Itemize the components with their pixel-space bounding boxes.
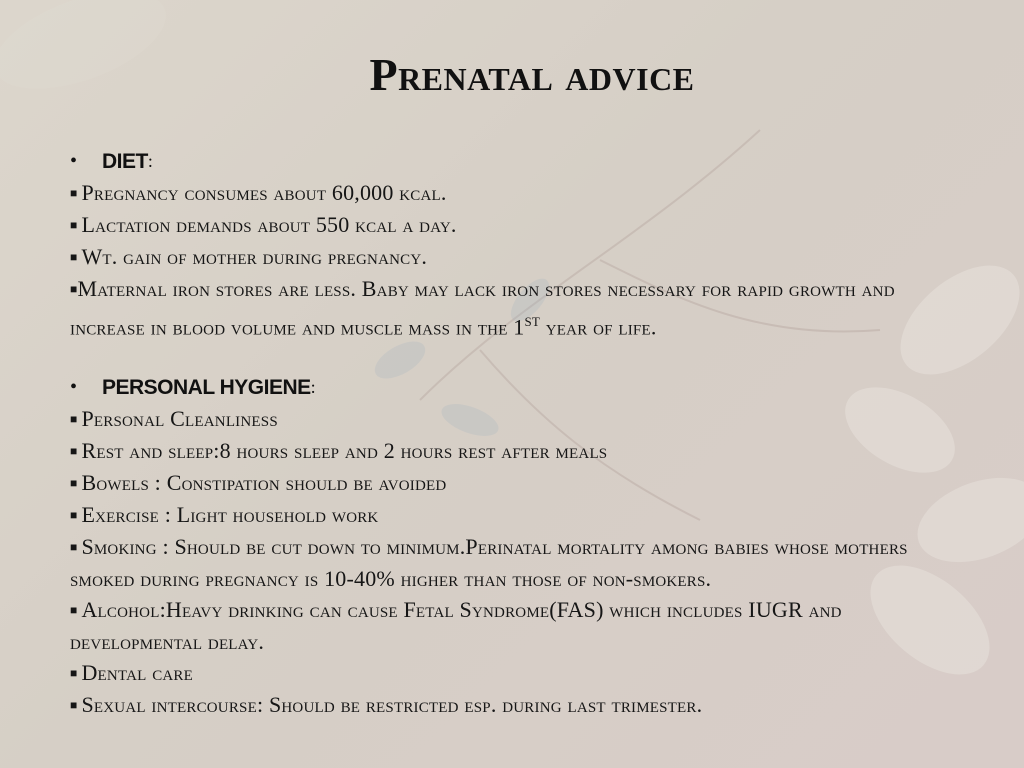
list-item <box>70 531 930 594</box>
list-item-text: Wt. gain of mother during pregnancy. <box>81 244 428 269</box>
bullet-icon: • <box>70 376 78 399</box>
list-item-text: Dental care <box>81 660 193 686</box>
list-item-text: Pregnancy consumes about 60,000 kcal. <box>81 180 447 205</box>
list-item-text: Exercise : Light household work <box>81 502 379 528</box>
square-bullet-icon: ■ <box>70 666 78 681</box>
list-item <box>70 594 930 657</box>
section-diet-title: DIET <box>102 150 148 173</box>
list-item-text: Alcohol:Heavy drinking can cause Fetal Syndrome(FAS) which includes IUGR and developmental delay. <box>70 597 842 655</box>
section-hygiene-colon: : <box>310 377 316 398</box>
square-bullet-icon: ■ <box>70 508 78 523</box>
section-hygiene-heading <box>70 372 930 403</box>
square-bullet-icon: ■ <box>70 250 78 264</box>
list-item <box>70 177 930 209</box>
section-hygiene-title: PERSONAL HYGIENE <box>102 376 311 400</box>
superscript-st: st <box>524 310 541 330</box>
list-item-text: Rest and sleep:8 hours sleep and 2 hours rest after meals <box>81 438 608 464</box>
square-bullet-icon: ■ <box>70 218 78 232</box>
list-item-text: Personal Cleanliness <box>81 406 278 432</box>
square-bullet-icon: ■ <box>70 698 78 713</box>
slide-content <box>70 146 930 721</box>
list-item <box>70 403 930 435</box>
list-item <box>70 689 930 721</box>
list-item <box>70 467 930 499</box>
square-bullet-icon: ■ <box>70 603 78 618</box>
square-bullet-icon: ■ <box>70 444 78 459</box>
section-diet-colon: : <box>147 151 153 171</box>
list-item <box>70 241 930 273</box>
bullet-icon: • <box>70 150 78 172</box>
list-item-text: Lactation demands about 550 kcal a day. <box>81 212 457 237</box>
square-bullet-icon: ■ <box>70 412 78 427</box>
slide-title: Prenatal advice <box>369 49 695 100</box>
list-item-text: Maternal iron stores are less. Baby may lack iron stores necessary for rapid growth and increase in blood volume and muscle mass in the 1 <box>70 276 895 340</box>
list-item <box>70 273 930 342</box>
list-item <box>70 209 930 241</box>
list-item-suffix: year of life. <box>540 314 657 340</box>
square-bullet-icon: ■ <box>70 186 78 200</box>
list-item <box>70 435 930 467</box>
square-bullet-icon: ■ <box>70 476 78 491</box>
list-item-text: Smoking : Should be cut down to minimum.Perinatal mortality among babies whose mothers smoked during pregnancy is 10-40% higher than those of non-smokers. <box>70 534 908 592</box>
list-item-text: Sexual intercourse: Should be restricted esp. during last trimester. <box>81 692 703 718</box>
section-diet-heading <box>70 146 930 177</box>
list-item <box>70 657 930 689</box>
list-item-text: Bowels : Constipation should be avoided <box>81 470 447 496</box>
square-bullet-icon: ■ <box>70 540 78 555</box>
square-bullet-icon: ■ <box>70 282 78 296</box>
list-item <box>70 499 930 531</box>
